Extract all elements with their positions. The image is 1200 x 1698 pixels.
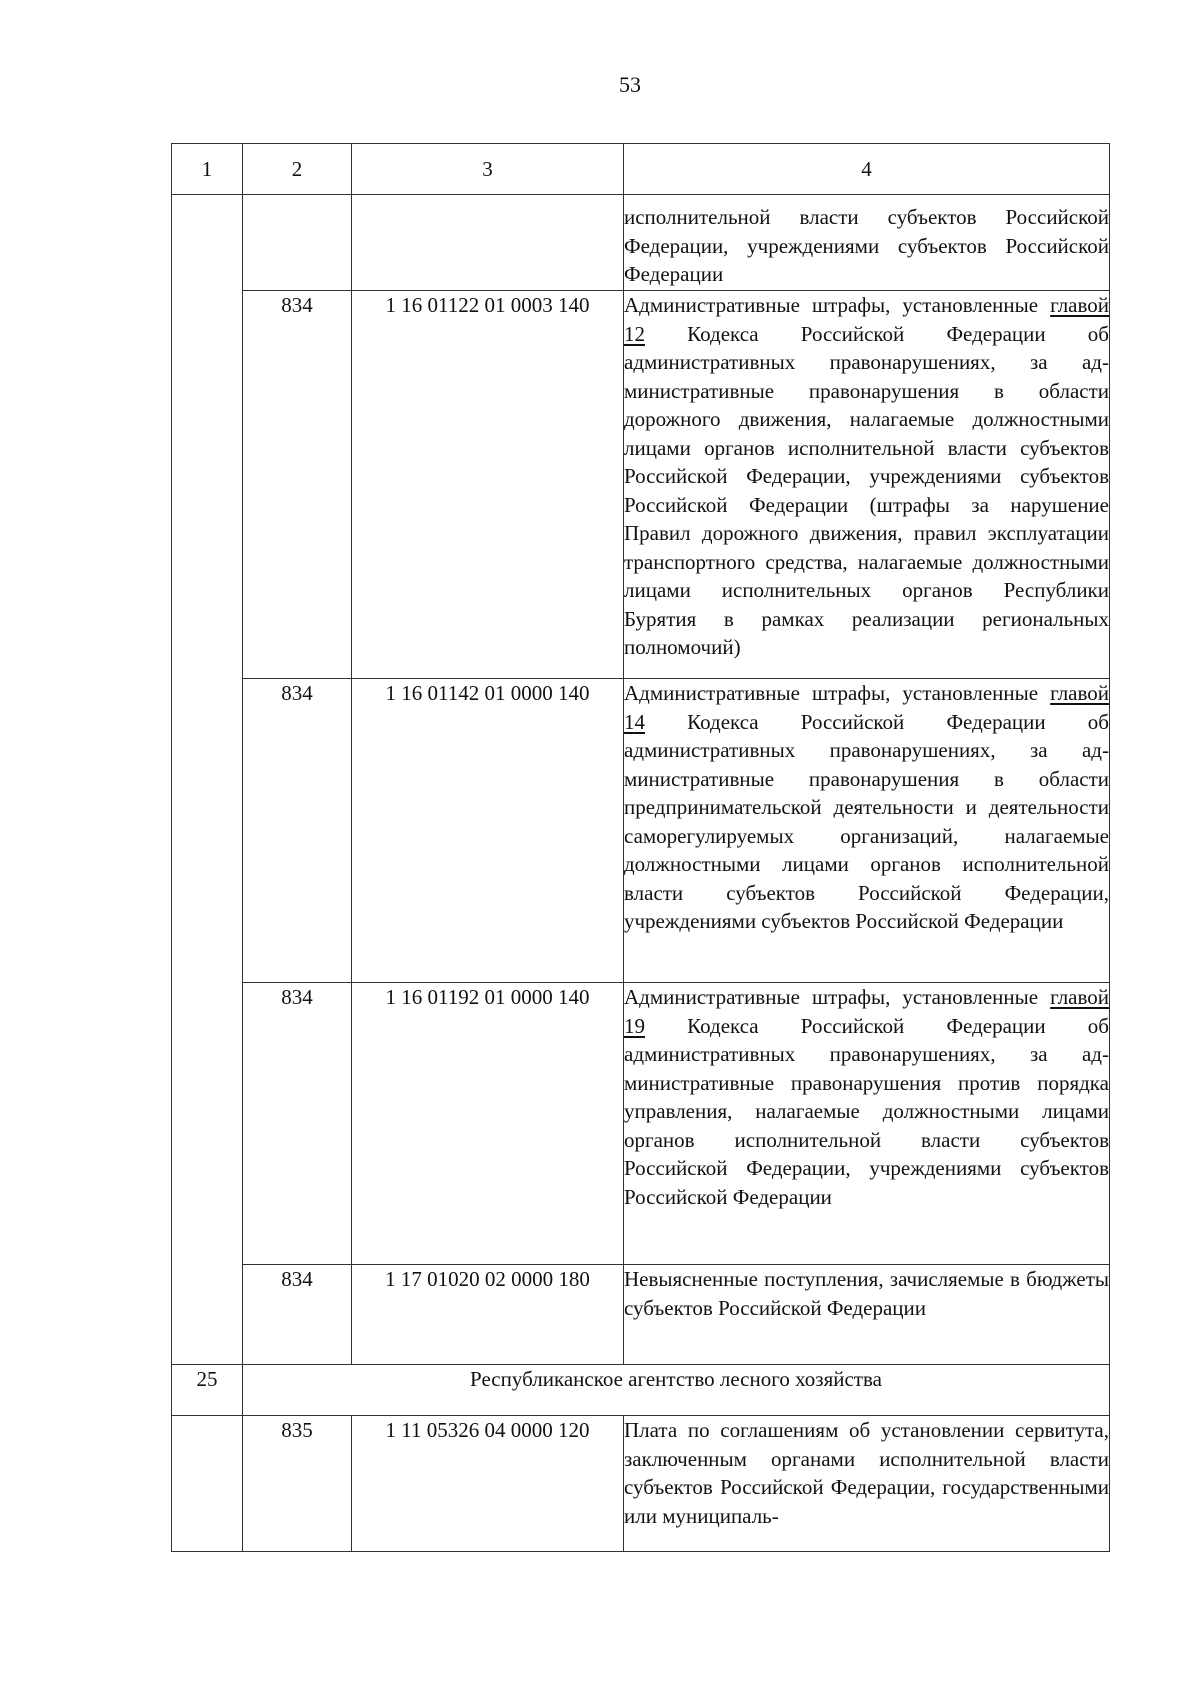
description-cell <box>624 291 1110 679</box>
budget-code: 1 16 01122 01 0003 140 <box>352 291 624 679</box>
page-number: 53 <box>619 72 641 97</box>
chapter-link[interactable]: главой 12 <box>624 293 1109 346</box>
description-cell <box>624 983 1110 1265</box>
table-row <box>172 1416 1110 1552</box>
table-row-continuation <box>172 195 1110 291</box>
chapter-link[interactable]: главой 14 <box>624 681 1109 734</box>
agency-title: Республиканское агентство лесного хозяйства <box>243 1365 1110 1416</box>
chapter-link[interactable]: главой 19 <box>624 985 1109 1038</box>
code-cell <box>352 195 624 291</box>
table-row <box>172 1265 1110 1365</box>
admin-code: 834 <box>243 291 352 679</box>
table-row <box>172 291 1110 679</box>
description-text: Кодекса Российской Федерации об административных правонарушениях, за административные правонарушения в области дорожного движения, налагаемые должностными лицами органов исполнительной власти субъектов Российской Федерации, учреждениями субъектов Российской Федерации (штрафы за нарушение Правил дорожного движения, правил эксплуатации транспортного средства, налагаемые должностными лицами исполнительных органов Республики Бурятия в рамках реализации региональных полномочий) <box>624 321 1109 659</box>
budget-code: 1 16 01192 01 0000 140 <box>352 983 624 1265</box>
admin-code: 835 <box>243 1416 352 1552</box>
header-col-2: 2 <box>243 144 352 195</box>
table-row <box>172 983 1110 1265</box>
description-text: Административные штрафы, установленные <box>624 293 1051 317</box>
table-header-row <box>172 144 1110 195</box>
index-cell-empty <box>172 195 243 1365</box>
budget-code: 1 11 05326 04 0000 120 <box>352 1416 624 1552</box>
admin-code: 834 <box>243 983 352 1265</box>
admin-code: 834 <box>243 679 352 983</box>
revenue-codes-table <box>171 143 1110 1552</box>
header-col-4: 4 <box>624 144 1110 195</box>
header-col-1: 1 <box>172 144 243 195</box>
description-text: Административные штрафы, установленные <box>624 681 1051 705</box>
table-row <box>172 679 1110 983</box>
admin-code: 834 <box>243 1265 352 1365</box>
section-row <box>172 1365 1110 1416</box>
header-col-3: 3 <box>352 144 624 195</box>
description-cell: Невыясненные поступления, зачисляемые в бюджеты субъектов Российской Федерации <box>624 1265 1110 1365</box>
budget-code: 1 17 01020 02 0000 180 <box>352 1265 624 1365</box>
index-cell-empty <box>172 1416 243 1552</box>
description-text: Кодекса Российской Федерации об административных правонарушениях, за административные правонарушения против порядка управления, налагаемые должностными лицами органов исполнительной власти субъектов Российской Федерации, учреждениями субъектов Российской Федерации <box>624 1013 1109 1209</box>
description-cell: Плата по соглашениям об установлении сервитута, заключенным органами исполнительной власти субъектов Российской Федерации, государственными или муниципаль- <box>624 1416 1110 1552</box>
description-cell: исполнительной власти субъектов Российской Федерации, учреждениями субъектов Российской Федерации <box>624 195 1110 291</box>
section-index: 25 <box>172 1365 243 1416</box>
budget-code: 1 16 01142 01 0000 140 <box>352 679 624 983</box>
description-cell <box>624 679 1110 983</box>
admin-cell <box>243 195 352 291</box>
description-text: Административные штрафы, установленные <box>624 985 1051 1009</box>
description-text: Кодекса Российской Федерации об административных правонарушениях, за административные правонарушения в области предпринимательской деятельности и деятельности саморегулируемых организаций, налагаемые должностными лицами органов исполнительной власти субъектов Российской Федерации, учреждениями субъектов Российской Федерации <box>624 709 1109 933</box>
